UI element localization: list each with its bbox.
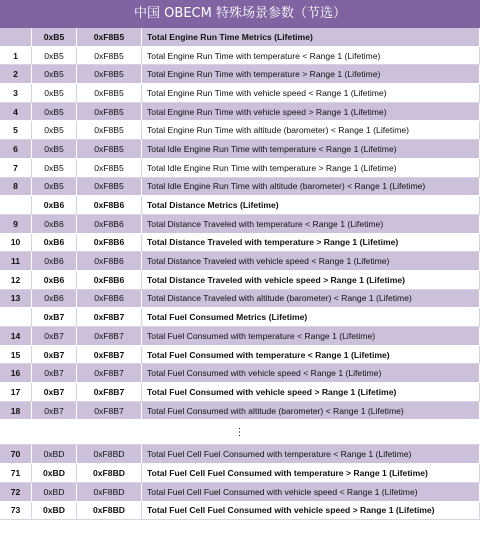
description-cell: Total Fuel Cell Fuel Consumed with vehicle speed > Range 1 (Lifetime) xyxy=(142,501,480,520)
table-row xyxy=(0,214,480,233)
row-number-cell: 14 xyxy=(0,327,32,346)
table-row xyxy=(0,102,480,121)
row-number-cell: 4 xyxy=(0,102,32,121)
table-row xyxy=(0,289,480,308)
description-cell: Total Fuel Consumed with temperature < Range 1 (Lifetime) xyxy=(142,345,480,364)
did-cell: 0xF8B6 xyxy=(77,289,142,308)
pid-cell: 0xB5 xyxy=(32,121,77,140)
did-cell: 0xF8B7 xyxy=(77,345,142,364)
table-row xyxy=(0,158,480,177)
pid-cell: 0xB5 xyxy=(32,140,77,159)
pid-cell: 0xB5 xyxy=(32,28,77,46)
table-row xyxy=(0,270,480,289)
table-row xyxy=(0,327,480,346)
description-cell: Total Distance Traveled with vehicle speed < Range 1 (Lifetime) xyxy=(142,252,480,271)
description-cell: Total Fuel Consumed with altitude (barometer) < Range 1 (Lifetime) xyxy=(142,401,480,420)
row-number-cell: 18 xyxy=(0,401,32,420)
ellipsis-cell: ⋮ xyxy=(0,420,480,445)
did-cell: 0xF8B5 xyxy=(77,46,142,65)
ellipsis-row xyxy=(0,420,480,445)
table-row xyxy=(0,177,480,196)
table-row xyxy=(0,121,480,140)
description-cell: Total Idle Engine Run Time with altitude (barometer) < Range 1 (Lifetime) xyxy=(142,177,480,196)
table-title: 中国 OBECM 特殊场景参数（节选） xyxy=(0,0,480,28)
table-row xyxy=(0,84,480,103)
did-cell: 0xF8B6 xyxy=(77,252,142,271)
did-cell: 0xF8B5 xyxy=(77,140,142,159)
row-number-cell: 1 xyxy=(0,46,32,65)
row-number-cell: 10 xyxy=(0,233,32,252)
description-cell: Total Fuel Cell Fuel Consumed with temperature > Range 1 (Lifetime) xyxy=(142,464,480,483)
table-row xyxy=(0,464,480,483)
description-cell: Total Distance Traveled with temperature > Range 1 (Lifetime) xyxy=(142,233,480,252)
did-cell: 0xF8BD xyxy=(77,482,142,501)
pid-cell: 0xB6 xyxy=(32,196,77,215)
table-row xyxy=(0,501,480,520)
table-row xyxy=(0,401,480,420)
row-number-cell: 72 xyxy=(0,482,32,501)
row-number-cell: 17 xyxy=(0,383,32,402)
did-cell: 0xF8B5 xyxy=(77,65,142,84)
did-cell: 0xF8B7 xyxy=(77,364,142,383)
row-number-cell: 7 xyxy=(0,158,32,177)
description-cell: Total Fuel Consumed with temperature < Range 1 (Lifetime) xyxy=(142,327,480,346)
did-cell: 0xF8B5 xyxy=(77,84,142,103)
row-number-cell: 9 xyxy=(0,214,32,233)
description-cell: Total Engine Run Time with temperature < Range 1 (Lifetime) xyxy=(142,46,480,65)
pid-cell: 0xB6 xyxy=(32,214,77,233)
row-number-cell: 12 xyxy=(0,270,32,289)
description-cell: Total Fuel Cell Fuel Consumed with vehicle speed < Range 1 (Lifetime) xyxy=(142,482,480,501)
did-cell: 0xF8BD xyxy=(77,501,142,520)
pid-cell: 0xBD xyxy=(32,464,77,483)
row-number-cell: 71 xyxy=(0,464,32,483)
row-number-cell: 3 xyxy=(0,84,32,103)
row-number-cell: 73 xyxy=(0,501,32,520)
did-cell: 0xF8B6 xyxy=(77,233,142,252)
did-cell: 0xF8B7 xyxy=(77,308,142,327)
group-header-row xyxy=(0,28,480,46)
row-number-cell: 11 xyxy=(0,252,32,271)
row-number-cell: 5 xyxy=(0,121,32,140)
group-header-row xyxy=(0,308,480,327)
pid-cell: 0xB5 xyxy=(32,84,77,103)
row-number-cell: 2 xyxy=(0,65,32,84)
did-cell: 0xF8B7 xyxy=(77,327,142,346)
pid-cell: 0xB6 xyxy=(32,233,77,252)
description-cell: Total Distance Traveled with temperature < Range 1 (Lifetime) xyxy=(142,214,480,233)
group-header-row xyxy=(0,196,480,215)
did-cell: 0xF8B6 xyxy=(77,196,142,215)
table-row xyxy=(0,364,480,383)
did-cell: 0xF8B7 xyxy=(77,383,142,402)
pid-cell: 0xB7 xyxy=(32,383,77,402)
table-row xyxy=(0,46,480,65)
pid-cell: 0xB6 xyxy=(32,252,77,271)
row-number-cell: 16 xyxy=(0,364,32,383)
description-cell: Total Engine Run Time with temperature > Range 1 (Lifetime) xyxy=(142,65,480,84)
did-cell: 0xF8B6 xyxy=(77,270,142,289)
description-cell: Total Distance Metrics (Lifetime) xyxy=(142,196,480,215)
description-cell: Total Fuel Cell Fuel Consumed with temperature < Range 1 (Lifetime) xyxy=(142,445,480,464)
row-number-cell: 70 xyxy=(0,445,32,464)
did-cell: 0xF8BD xyxy=(77,464,142,483)
did-cell: 0xF8B7 xyxy=(77,401,142,420)
pid-cell: 0xB7 xyxy=(32,327,77,346)
row-number-cell xyxy=(0,308,32,327)
description-cell: Total Engine Run Time with altitude (barometer) < Range 1 (Lifetime) xyxy=(142,121,480,140)
row-number-cell: 13 xyxy=(0,289,32,308)
did-cell: 0xF8B5 xyxy=(77,177,142,196)
description-cell: Total Fuel Consumed with vehicle speed < Range 1 (Lifetime) xyxy=(142,364,480,383)
pid-cell: 0xB5 xyxy=(32,65,77,84)
pid-cell: 0xB5 xyxy=(32,158,77,177)
did-cell: 0xF8BD xyxy=(77,445,142,464)
did-cell: 0xF8B5 xyxy=(77,158,142,177)
row-number-cell xyxy=(0,28,32,46)
pid-cell: 0xB7 xyxy=(32,401,77,420)
description-cell: Total Fuel Consumed Metrics (Lifetime) xyxy=(142,308,480,327)
description-cell: Total Idle Engine Run Time with temperature > Range 1 (Lifetime) xyxy=(142,158,480,177)
pid-cell: 0xBD xyxy=(32,445,77,464)
table-row xyxy=(0,140,480,159)
pid-cell: 0xB6 xyxy=(32,270,77,289)
description-cell: Total Distance Traveled with altitude (barometer) < Range 1 (Lifetime) xyxy=(142,289,480,308)
table-row xyxy=(0,233,480,252)
pid-cell: 0xBD xyxy=(32,501,77,520)
table-row xyxy=(0,252,480,271)
parameter-table xyxy=(0,28,480,520)
description-cell: Total Idle Engine Run Time with temperature < Range 1 (Lifetime) xyxy=(142,140,480,159)
did-cell: 0xF8B5 xyxy=(77,121,142,140)
did-cell: 0xF8B6 xyxy=(77,214,142,233)
row-number-cell: 15 xyxy=(0,345,32,364)
table-body xyxy=(0,28,480,520)
did-cell: 0xF8B5 xyxy=(77,28,142,46)
description-cell: Total Engine Run Time Metrics (Lifetime) xyxy=(142,28,480,46)
table-row xyxy=(0,345,480,364)
pid-cell: 0xB5 xyxy=(32,102,77,121)
pid-cell: 0xB7 xyxy=(32,308,77,327)
description-cell: Total Fuel Consumed with vehicle speed > Range 1 (Lifetime) xyxy=(142,383,480,402)
description-cell: Total Engine Run Time with vehicle speed > Range 1 (Lifetime) xyxy=(142,102,480,121)
pid-cell: 0xB7 xyxy=(32,345,77,364)
table-row xyxy=(0,65,480,84)
pid-cell: 0xBD xyxy=(32,482,77,501)
pid-cell: 0xB5 xyxy=(32,46,77,65)
row-number-cell xyxy=(0,196,32,215)
pid-cell: 0xB5 xyxy=(32,177,77,196)
description-cell: Total Distance Traveled with vehicle speed > Range 1 (Lifetime) xyxy=(142,270,480,289)
row-number-cell: 6 xyxy=(0,140,32,159)
pid-cell: 0xB7 xyxy=(32,364,77,383)
table-row xyxy=(0,445,480,464)
row-number-cell: 8 xyxy=(0,177,32,196)
table-row xyxy=(0,482,480,501)
table-row xyxy=(0,383,480,402)
did-cell: 0xF8B5 xyxy=(77,102,142,121)
pid-cell: 0xB6 xyxy=(32,289,77,308)
description-cell: Total Engine Run Time with vehicle speed < Range 1 (Lifetime) xyxy=(142,84,480,103)
